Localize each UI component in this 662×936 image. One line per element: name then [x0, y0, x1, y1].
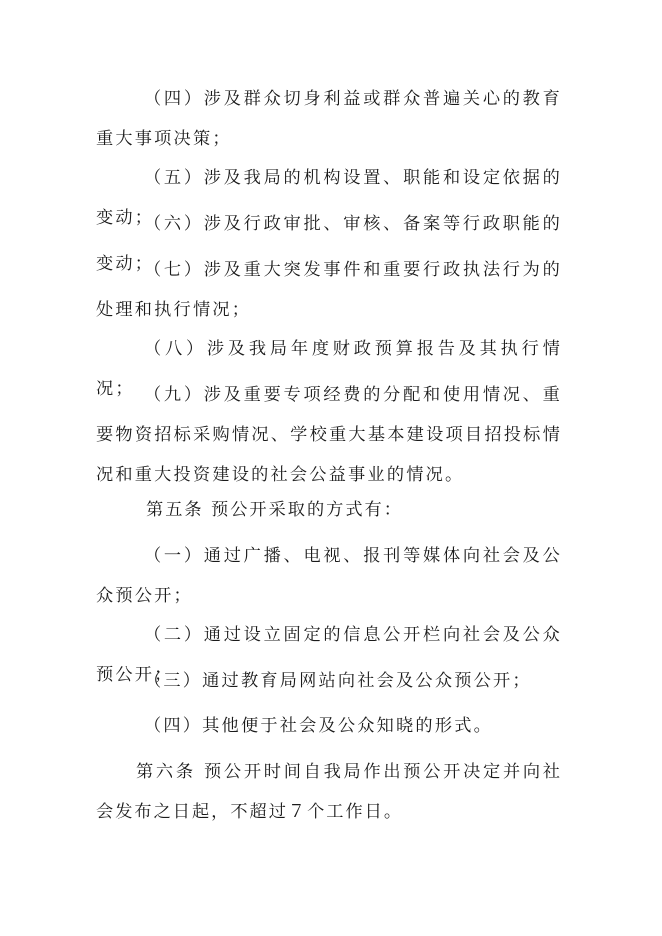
clause-eight: （八）涉及我局年度财政预算报告及其执行情况； [96, 339, 562, 399]
clause-four: （四）涉及群众切身利益或群众普遍关心的教育重大事项决策； [96, 89, 562, 149]
clause-seven: （七）涉及重大突发事件和重要行政执法行为的处理和执行情况； [96, 260, 562, 320]
method-three: （三）通过教育局网站向社会及公众预公开； [144, 671, 532, 691]
method-one: （一）通过广播、电视、报刊等媒体向社会及公众预公开； [96, 546, 562, 606]
method-four: （四）其他便于社会及公众知晓的形式。 [144, 716, 493, 736]
clause-six: （六）涉及行政审批、审核、备案等行政职能的变动； [96, 214, 562, 274]
method-two: （二）通过设立固定的信息公开栏向社会及公众预公开； [96, 625, 562, 685]
clause-nine: （九）涉及重要专项经费的分配和使用情况、重要物资招标采购情况、学校重大基本建设项目招投标情况和重大投资建设的社会公益事业的情况。 [96, 385, 562, 485]
article-five: 第五条 预公开采取的方式有： [146, 500, 403, 520]
clause-five: （五）涉及我局的机构设置、职能和设定依据的变动； [96, 168, 562, 228]
article-six: 第六条 预公开时间自我局作出预公开决定并向社会发布之日起，不超过７个工作日。 [96, 762, 562, 822]
